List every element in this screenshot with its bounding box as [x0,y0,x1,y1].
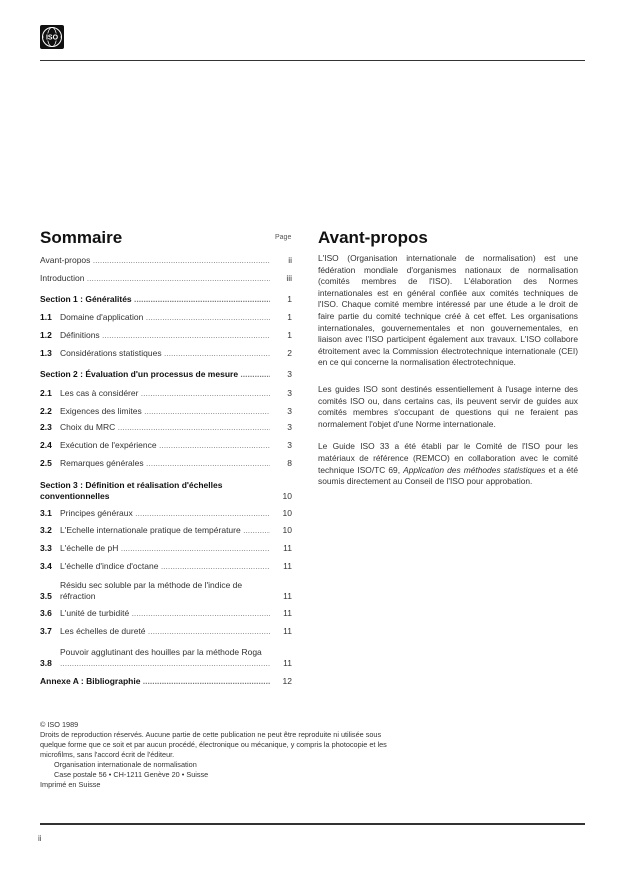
toc-entry[interactable] [40,273,292,284]
toc-entry[interactable] [40,608,292,619]
rights-notice: Droits de reproduction réservés. Aucune partie de cette publication ne peut être reproduite ni utilisée sous quelque forme que ce soit et par aucun procédé, électronique ou mécanique, y compris la photocopie et les microfilms, sans l'accord écrit de l'éditeur. [40,730,387,759]
toc-entry-number: 3.7 [40,626,52,636]
toc-entry-number: 3.4 [40,561,52,571]
toc-entry-page: 3 [287,406,292,416]
toc-page-header: Page [275,234,292,241]
toc-entry-number: 2.1 [40,388,52,398]
toc-entry-label: Section 2 : Évaluation d'un processus de mesure ..... [40,369,270,380]
toc-entry[interactable] [40,458,292,469]
foreword-paragraph: L'ISO (Organisation internationale de normalisation) est une fédération mondiale d'organismes nationaux de normalisation (comités membres de l'ISO). L'élaboration des Normes internationales est en général confiée aux comités techniques de l'ISO. Chaque comité membre intéressé par une étude a le droit de faire partie du comité technique créé à cet effet. Les organisations internationales, gouvernementales et non gouvernementales, en liaison avec l'ISO participent également aux travaux. L'ISO collabore étroitement avec la Commission électrotechnique internationale (CEI) en ce qui concerne la normalisation électrotechnique. [318,253,578,368]
toc-entry[interactable] [40,478,292,502]
copyright: © ISO 1989 [40,720,79,729]
toc-entry-number: 2.2 [40,406,52,416]
toc-entry-page: 1 [287,330,292,340]
toc-entry-page: 11 [283,543,292,553]
toc-entry[interactable] [40,312,292,323]
toc-entry-number: 2.5 [40,458,52,468]
foreword-body [318,253,578,499]
page-number: ii [38,834,42,843]
toc-entry-label: Annexe A : Bibliographie ..... [40,676,270,687]
toc-entry-label: Section 3 : Définition et réalisation d'échelles conventionnelles ..... [40,480,270,502]
toc-entry-label: L'Echelle internationale pratique de température ..... [60,525,270,536]
toc-entry[interactable] [40,645,292,669]
text: et a été soumis directement au Conseil de l'ISO pour approbation. [318,464,578,487]
toc-entry-page: 10 [282,491,292,501]
toc-entry-page: ii [288,255,292,265]
toc-entry-page: 1 [287,312,292,322]
toc-entry[interactable] [40,561,292,572]
toc-entry[interactable] [40,578,292,602]
toc-entry-page: 10 [282,508,292,518]
toc-entry[interactable] [40,422,292,433]
svg-text:ISO: ISO [45,34,59,42]
toc-entry-page: 3 [287,369,292,379]
toc-entry[interactable] [40,626,292,637]
toc-entry-label: L'échelle de pH ..... [60,543,270,554]
toc-entry-number: 2.4 [40,440,52,450]
toc-entry[interactable] [40,525,292,536]
toc-entry[interactable] [40,255,292,266]
toc-entry[interactable] [40,406,292,417]
toc-entry-page: 12 [282,676,292,686]
toc-entry-number: 3.6 [40,608,52,618]
toc-entry-page: 2 [287,348,292,358]
italic-title: Application des méthodes statistiques [403,464,546,475]
toc-entry-label: Exécution de l'expérience ..... [60,440,270,451]
toc-entry[interactable] [40,330,292,341]
toc-entry-page: 1 [287,294,292,304]
toc-entry-label: Exigences des limites ..... [60,406,270,417]
toc-entry-page: 3 [287,388,292,398]
toc-entry-label: Les échelles de dureté ..... [60,626,270,637]
toc-entry-label: Section 1 : Généralités ..... [40,294,270,305]
toc-entry[interactable] [40,388,292,399]
toc-entry-number: 3.1 [40,508,52,518]
toc-entry-label: Domaine d'application ..... [60,312,270,323]
toc-entry-number: 1.1 [40,312,52,322]
printed-in: Imprimé en Suisse [40,780,101,789]
toc-entry-number: 3.5 [40,591,52,601]
toc-entry-page: iii [286,273,292,283]
toc-entry-number: 3.3 [40,543,52,553]
toc-title: Sommaire [40,228,123,247]
toc-entry[interactable] [40,369,292,380]
organisation: Organisation internationale de normalisation [54,760,197,769]
toc-entry[interactable] [40,348,292,359]
copyright-block [40,720,390,790]
iso-logo [40,25,64,49]
toc-entry-page: 3 [287,440,292,450]
toc-entry-label: Introduction ..... [40,273,270,284]
toc-entry-label: Remarques générales ..... [60,458,270,469]
foreword-paragraph: Les guides ISO sont destinés essentiellement à l'usage interne des comités ISO ou, dans certains cas, ils peuvent servir de guides aux comités membres s'occupant de questions qui ne feraient pas normalement l'objet d'une Norme internationale. [318,383,578,429]
foreword-paragraph [318,441,578,487]
toc-entry-label: Choix du MRC ..... [60,422,270,433]
toc-entry-page: 11 [283,658,292,668]
toc-entry-page: 11 [283,608,292,618]
toc-entry-page: 11 [283,561,292,571]
toc-entry[interactable] [40,440,292,451]
footer-rule [40,823,585,825]
toc-entry-label: L'échelle d'indice d'octane ..... [60,561,270,572]
toc-entry-label: Résidu sec soluble par la méthode de l'indice de réfraction ..... [60,580,270,602]
toc-entry[interactable] [40,676,292,687]
toc-entry-label: Les cas à considérer ..... [60,388,270,399]
toc-entry[interactable] [40,543,292,554]
toc-entry[interactable] [40,508,292,519]
toc-entry-number: 2.3 [40,422,52,432]
text: Le Guide ISO 33 a été établi par le Comité de l'ISO pour les matériaux de référence (REMCO) en collaboration avec le comité technique ISO/TC 69, [318,441,578,475]
address: Case postale 56 • CH-1211 Genève 20 • Suisse [54,770,209,779]
toc-entry-label: Avant-propos ..... [40,255,270,266]
toc-entry-number: 1.2 [40,330,52,340]
toc-entry-label: Définitions ..... [60,330,270,341]
toc-entry-label: L'unité de turbidité ..... [60,608,270,619]
foreword-title: Avant-propos [318,228,428,247]
toc-entry[interactable] [40,294,292,305]
toc-entry-label: Principes généraux ..... [60,508,270,519]
toc-entry-label: Considérations statistiques ..... [60,348,270,359]
toc-entry-page: 11 [283,591,292,601]
header-rule [40,60,585,61]
toc-entry-number: 3.2 [40,525,52,535]
toc-entry-page: 8 [287,458,292,468]
toc-entry-page: 3 [287,422,292,432]
toc-entry-number: 1.3 [40,348,52,358]
toc-entry-number: 3.8 [40,658,52,668]
toc-entry-page: 11 [283,626,292,636]
toc-entry-page: 10 [282,525,292,535]
toc-entry-label: Pouvoir agglutinant des houilles par la méthode Roga ..... [60,647,270,669]
